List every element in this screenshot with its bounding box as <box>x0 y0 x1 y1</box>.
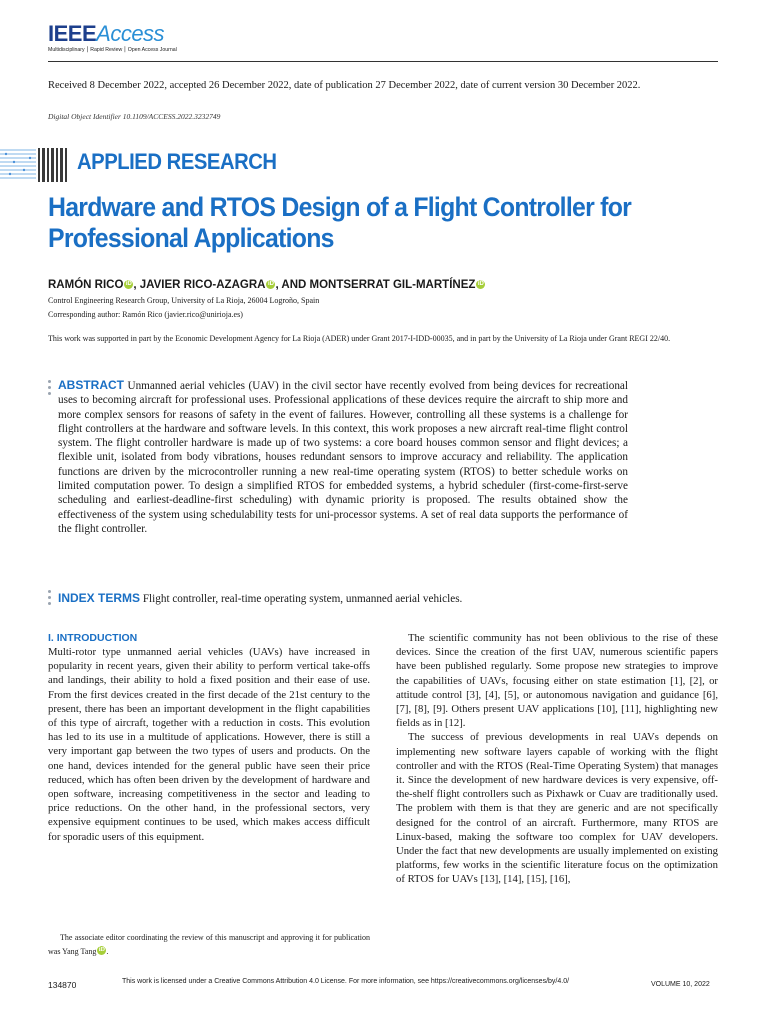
abstract-text: Unmanned aerial vehicles (UAV) in the civil sector have recently evolved from being devices for recreational uses to becoming aircraft for professional uses. Professional applications of these devices require the aircraft to ship more and more complex sensors for reasons of safety in the event of failures. However, controlling all these systems is a challenge for flight controllers at the hardware and software levels. In this context, this work proposes a new aircraft real-time flight control system. The flight controller hardware is made up of two systems: a core board houses common sensor and flight devices; a flexible unit, isolated from body vibrations, houses redundant sensors to improve accuracy and reliability. The application functions are driven by the microcontroller running a new real-time operating system (RTOS) to better schedule works on limited computation power. To design a simplified RTOS for embedded systems, a hybrid scheduler (first-come-first-serve scheduling and earliest-deadline-first scheduling) with dynamic priority is proposed. The results obtained show the effectiveness of the system using schedulability tests for uni-processor systems. A set of real data supports the performance of the flight controller. <box>58 380 628 535</box>
doi-line: Digital Object Identifier 10.1109/ACCESS.2022.3232749 <box>48 112 221 121</box>
orcid-icon[interactable]: iD <box>125 281 132 287</box>
banner-lines-icon <box>0 148 36 182</box>
corresponding-author: Corresponding author: Ramón Rico (javier.rico@unirioja.es) <box>48 310 243 319</box>
orcid-icon[interactable]: iD <box>477 281 484 287</box>
index-terms-label: INDEX TERMS <box>58 591 141 605</box>
body-column-left <box>48 631 370 844</box>
volume-label: VOLUME 10, 2022 <box>651 981 710 988</box>
footnote-text: The associate editor coordinating the review of this manuscript and approving it for publication was Yang Tang <box>48 933 370 956</box>
received-dates: Received 8 December 2022, accepted 26 December 2022, date of publication 27 December 2022, date of current version 30 December 2022. <box>48 80 641 91</box>
logo-ieee-text: IEEE <box>48 21 97 46</box>
index-terms-text: Flight controller, real-time operating system, unmanned aerial vehicles. <box>142 593 463 605</box>
page-number: 134870 <box>48 980 77 990</box>
license-notice[interactable]: This work is licensed under a Creative Commons Attribution 4.0 License. For more information, see https://creativecommons.org/licenses/by/4.0/ <box>122 978 570 985</box>
author-name: RAMÓN RICO <box>48 279 124 291</box>
header-divider <box>48 61 718 62</box>
body-column-right <box>396 631 718 887</box>
logo-tagline: Multidisciplinary ⎮ Rapid Review ⎮ Open Access Journal <box>48 47 177 53</box>
affiliation: Control Engineering Research Group, University of La Rioja, 26004 Logroño, Spain <box>48 296 320 305</box>
journal-logo <box>48 22 178 53</box>
logo-access-text: Access <box>96 21 165 46</box>
abstract-label: ABSTRACT <box>58 378 124 392</box>
abstract <box>58 378 628 536</box>
body-paragraph: Multi-rotor type unmanned aerial vehicles (UAVs) have increased in popularity in recent years, given their ability to perform vertical take-offs and landings, their ability to hold a fixed position and their ease of use. From the first devices created in the first decade of the 21st century to the present, there has been an important development in the flight capabilities of this type of aircraft, together with a reduction in costs. This evolution has led to its use in a multitude of applications. However, there is still a very important gap between the two types of users and products. On the one hand, devices intended for the general public have seen their price reduced, which has often been driven by the development of hardware and open software, increasing competitiveness in the sector and leading to price reductions. On the other hand, in the professional sectors, very expensive equipment continues to be used, which makes access difficult for sporadic users of this equipment. <box>48 646 370 843</box>
paper-title: Hardware and RTOS Design of a Flight Controller for Professional Applications <box>48 192 632 253</box>
body-paragraph: The scientific community has not been oblivious to the rise of these devices. Since the creation of the first UAV, numerous scientific papers have been published regularly. Some propose new strategies to improve the capabilities of UAVs, focusing either on state estimation [1], [2], or attitude control [3], [4], [5], or autonomous navigation and guidance [6], [7], [8], [9]. Others present UAV applications [10], [11], highlighting new fields as in [12]. <box>396 632 718 730</box>
author-line <box>48 279 485 291</box>
body-paragraph: The success of previous developments in real UAVs depends on implementing new software layers capable of working with the flight controller and with the RTOS (Real-Time Operating System) that manages it. Since the development of new hardware devices is very expensive, off-the-shelf flight controllers such as Pixhawk or Cuav are traditionally used. The problem with them is that they are generic and are not specifically designed for the control of an aircraft. Furthermore, many RTOS are Linux-based, making the software too complex for UAV developers. Under the fact that new developments are usually implemented on existing platforms, few works in the scientific literature focus on the optimization of RTOS for UAVs [13], [14], [15], [16], <box>396 731 718 886</box>
index-terms-marker-icon <box>48 590 51 608</box>
index-terms <box>58 591 658 605</box>
section-heading: I. INTRODUCTION <box>48 632 138 644</box>
author-name: , AND MONTSERRAT GIL-MARTÍNEZ <box>275 279 476 291</box>
article-type-label: APPLIED RESEARCH <box>77 149 277 174</box>
author-name: , JAVIER RICO-AZAGRA <box>133 279 266 291</box>
funding-statement: This work was supported in part by the Economic Development Agency for La Rioja (ADER) under Grant 2017-I-IDD-00035, and in part by the University of La Rioja under Grant REGI 22/40. <box>48 334 671 343</box>
orcid-icon[interactable]: iD <box>267 281 274 287</box>
orcid-icon[interactable]: iD <box>98 947 105 953</box>
abstract-marker-icon <box>48 380 51 398</box>
banner-bars-icon <box>38 148 70 182</box>
editor-footnote: The associate editor coordinating the review of this manuscript and approving it for publication was Yang Tang iD . <box>48 933 370 956</box>
